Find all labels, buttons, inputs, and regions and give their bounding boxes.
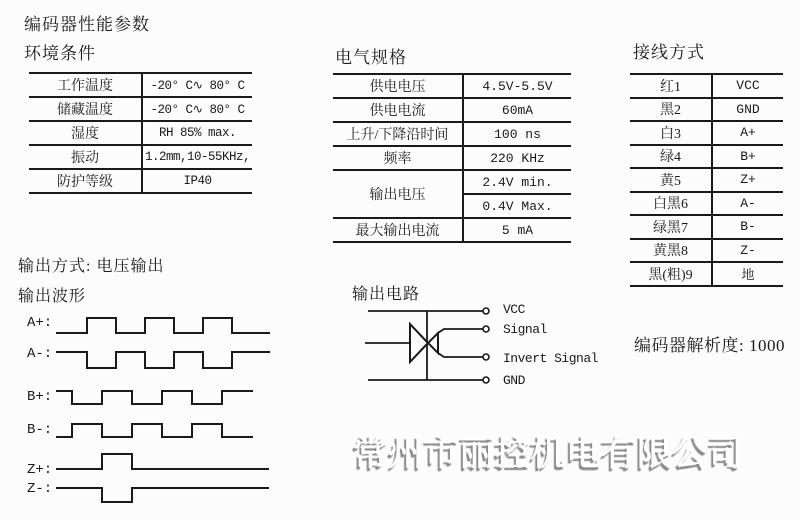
row-value-cell: 100 ns (463, 122, 571, 146)
output-waveform-diagram (0, 300, 290, 521)
row-value-cell: GND (712, 98, 783, 122)
circuit-vcc-label: VCC (503, 302, 525, 317)
row-label-cell: 上升/下降沿时间 (333, 122, 463, 146)
table-row (333, 74, 571, 98)
table-row (29, 145, 252, 169)
table-row (630, 121, 783, 145)
elec-table (333, 73, 571, 243)
row-label-cell: 黑(粗)9 (630, 262, 712, 286)
row-label-cell: 频率 (333, 146, 463, 170)
row-value-cell: VCC (712, 74, 783, 98)
output-mode-line: 输出方式: 电压输出 (18, 258, 165, 275)
driver-triangle (410, 324, 428, 362)
wiring-section-title: 接线方式 (633, 43, 705, 62)
table-row (29, 97, 252, 121)
row-label-cell: 储藏温度 (29, 97, 142, 121)
resolution-line: 编码器解析度: 1000 (634, 336, 785, 355)
table-row (630, 215, 783, 239)
signal-line (438, 329, 483, 333)
waveform-label-z-minus: Z-: (27, 481, 53, 497)
table-row (333, 122, 571, 146)
row-label-cell: 湿度 (29, 121, 142, 145)
waveform-trace-b-minus (56, 424, 253, 437)
env-table (29, 72, 252, 194)
table-row (630, 98, 783, 122)
waveform-label-a-minus: A-: (27, 346, 53, 362)
row-value-cell: -20° C∿ 80° C (142, 97, 252, 121)
waveform-trace-z-minus (56, 488, 269, 502)
row-label-cell: 振动 (29, 145, 142, 169)
row-value-cell: B- (712, 215, 783, 239)
waveform-section-title: 输出波形 (18, 288, 87, 305)
waveform-trace-z-plus (56, 454, 269, 469)
table-row (630, 192, 783, 216)
waveform-label-a-plus: A+: (27, 315, 53, 331)
page-title: 编码器性能参数 (24, 15, 150, 34)
row-label-cell: 供电电压 (333, 74, 463, 98)
table-row (29, 121, 252, 145)
row-value-cell: 60mA (463, 98, 571, 122)
gnd-terminal-dot (483, 377, 489, 383)
waveform-trace-a-plus (56, 318, 270, 333)
circuit-invert-signal-label: Invert Signal (503, 351, 598, 366)
row-label-cell: 最大输出电流 (333, 218, 463, 242)
row-value-cell: -20° C∿ 80° C (142, 73, 252, 97)
table-row (630, 74, 783, 98)
row-value-cell: IP40 (142, 169, 252, 193)
company-watermark: 常州市丽控机电有限公司 (353, 434, 744, 473)
table-row (630, 239, 783, 263)
table-row (630, 145, 783, 169)
row-label-cell: 红1 (630, 74, 712, 98)
circuit-signal-label: Signal (503, 322, 547, 337)
circuit-section-title: 输出电路 (352, 286, 421, 303)
row-value-cell: A- (712, 192, 783, 216)
row-value-cell: 5 mA (463, 218, 571, 242)
row-value-cell: 0.4V Max. (463, 194, 571, 218)
waveform-trace-a-minus (56, 352, 270, 368)
row-label-cell: 白3 (630, 121, 712, 145)
table-row (333, 170, 571, 194)
env-section-title: 环境条件 (24, 44, 96, 63)
vcc-terminal-dot (483, 308, 489, 314)
circuit-gnd-label: GND (503, 373, 525, 388)
table-row (333, 218, 571, 242)
table-row (333, 146, 571, 170)
waveform-label-b-plus: B+: (27, 389, 53, 405)
row-value-cell: 220 KHz (463, 146, 571, 170)
row-value-cell: 2.4V min. (463, 170, 571, 194)
row-value-cell: A+ (712, 121, 783, 145)
waveform-trace-b-plus (56, 391, 253, 404)
row-value-cell: Z- (712, 239, 783, 263)
row-label-cell: 供电电流 (333, 98, 463, 122)
row-value-cell: 地 (712, 262, 783, 286)
row-label-cell: 输出电压 (333, 170, 463, 218)
row-label-cell: 工作温度 (29, 73, 142, 97)
row-value-cell: RH 85% max. (142, 121, 252, 145)
row-label-cell: 防护等级 (29, 169, 142, 193)
complement-triangle (428, 333, 438, 353)
row-label-cell: 黑2 (630, 98, 712, 122)
row-label-cell: 白黑6 (630, 192, 712, 216)
table-row (630, 262, 783, 286)
table-row (29, 169, 252, 193)
row-value-cell: B+ (712, 145, 783, 169)
waveform-label-z-plus: Z+: (27, 462, 53, 478)
invert-signal-terminal-dot (483, 354, 489, 360)
table-row (630, 168, 783, 192)
row-label-cell: 绿黑7 (630, 215, 712, 239)
row-value-cell: 1.2mm,10-55KHz, (142, 145, 252, 169)
wiring-table (630, 73, 783, 287)
row-label-cell: 黄黑8 (630, 239, 712, 263)
table-row (29, 73, 252, 97)
row-label-cell: 绿4 (630, 145, 712, 169)
signal-terminal-dot (483, 326, 489, 332)
row-value-cell: Z+ (712, 168, 783, 192)
elec-section-title: 电气规格 (335, 48, 407, 67)
invert-signal-line (438, 353, 483, 357)
row-value-cell: 4.5V-5.5V (463, 74, 571, 98)
waveform-label-b-minus: B-: (27, 422, 53, 438)
output-circuit-diagram (340, 295, 600, 395)
table-row (333, 98, 571, 122)
row-label-cell: 黄5 (630, 168, 712, 192)
